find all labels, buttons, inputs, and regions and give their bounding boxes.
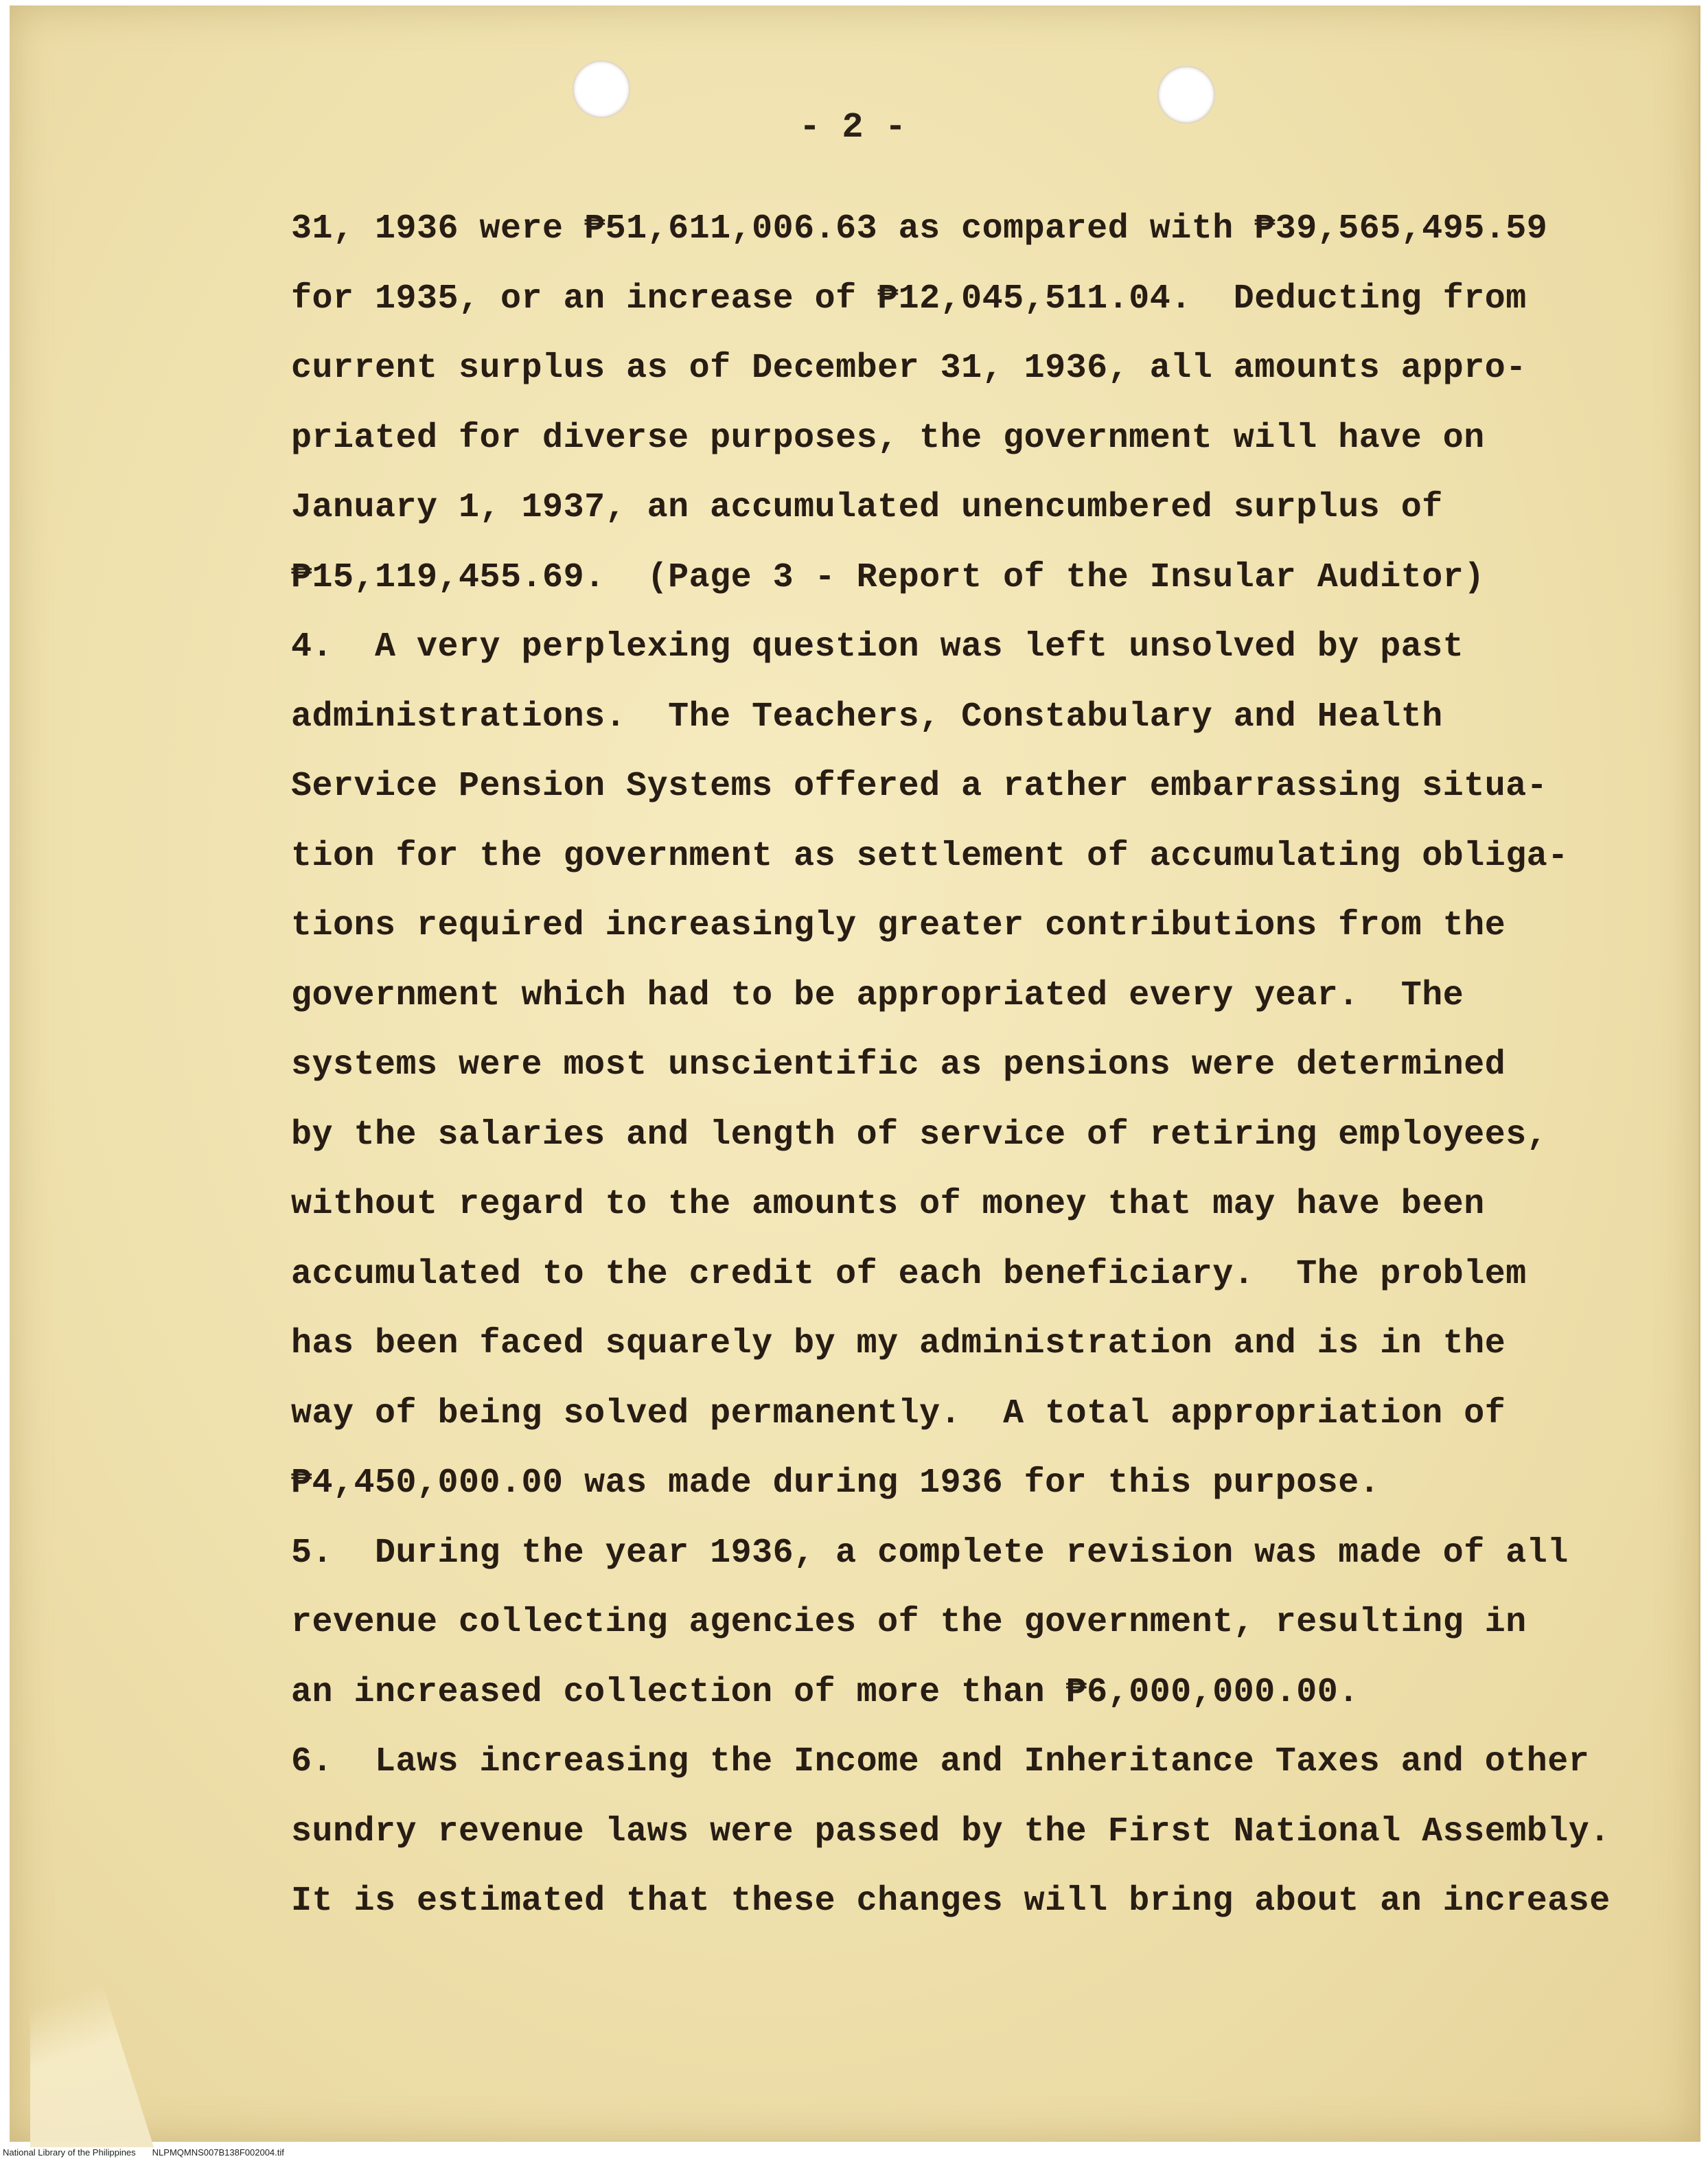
- footer-file-id: NLPMQMNS007B138F002004.tif: [152, 2147, 284, 2158]
- footer-library: National Library of the Philippines: [3, 2147, 136, 2158]
- text-line: has been faced squarely by my administration and is in the: [291, 1324, 1506, 1363]
- text-line: priated for diverse purposes, the government will have on: [291, 418, 1485, 458]
- text-line: tions required increasingly greater contributions from the: [291, 906, 1506, 945]
- body-text: [291, 209, 1637, 1951]
- text-line: It is estimated that these changes will bring about an increase: [291, 1882, 1611, 1921]
- text-line: Service Pension Systems offered a rather embarrassing situa-: [291, 767, 1548, 806]
- text-line: 6. Laws increasing the Income and Inheritance Taxes and other: [291, 1742, 1590, 1781]
- text-line: ₱4,450,000.00 was made during 1936 for this purpose.: [291, 1464, 1381, 1503]
- text-line: way of being solved permanently. A total appropriation of: [291, 1394, 1506, 1433]
- text-line: an increased collection of more than ₱6,000,000.00.: [291, 1672, 1359, 1712]
- text-line: administrations. The Teachers, Constabulary and Health: [291, 697, 1443, 737]
- page-number: - 2 -: [799, 107, 907, 148]
- text-line: January 1, 1937, an accumulated unencumbered surplus of: [291, 488, 1443, 527]
- punch-hole-left: [573, 60, 630, 118]
- paper-sheet: [10, 5, 1700, 2142]
- text-line: revenue collecting agencies of the government, resulting in: [291, 1603, 1527, 1642]
- scan-footer: [3, 2147, 301, 2158]
- punch-hole-right: [1157, 66, 1215, 124]
- text-line: tion for the government as settlement of accumulating obliga-: [291, 836, 1569, 876]
- text-line: for 1935, or an increase of ₱12,045,511.04. Deducting from: [291, 279, 1527, 319]
- text-line: without regard to the amounts of money that may have been: [291, 1185, 1485, 1224]
- text-line: 4. A very perplexing question was left unsolved by past: [291, 627, 1464, 667]
- text-line: 5. During the year 1936, a complete revision was made of all: [291, 1533, 1569, 1573]
- text-line: 31, 1936 were ₱51,611,006.63 as compared with ₱39,565,495.59: [291, 209, 1548, 249]
- text-line: accumulated to the credit of each beneficiary. The problem: [291, 1254, 1527, 1294]
- text-line: sundry revenue laws were passed by the First National Assembly.: [291, 1812, 1611, 1851]
- text-line: ₱15,119,455.69. (Page 3 - Report of the Insular Auditor): [291, 557, 1485, 597]
- text-line: current surplus as of December 31, 1936, all amounts appro-: [291, 349, 1527, 388]
- folded-corner: [30, 1886, 154, 2147]
- text-line: by the salaries and length of service of retiring employees,: [291, 1115, 1548, 1155]
- text-line: government which had to be appropriated every year. The: [291, 975, 1464, 1015]
- text-line: systems were most unscientific as pensions were determined: [291, 1045, 1506, 1085]
